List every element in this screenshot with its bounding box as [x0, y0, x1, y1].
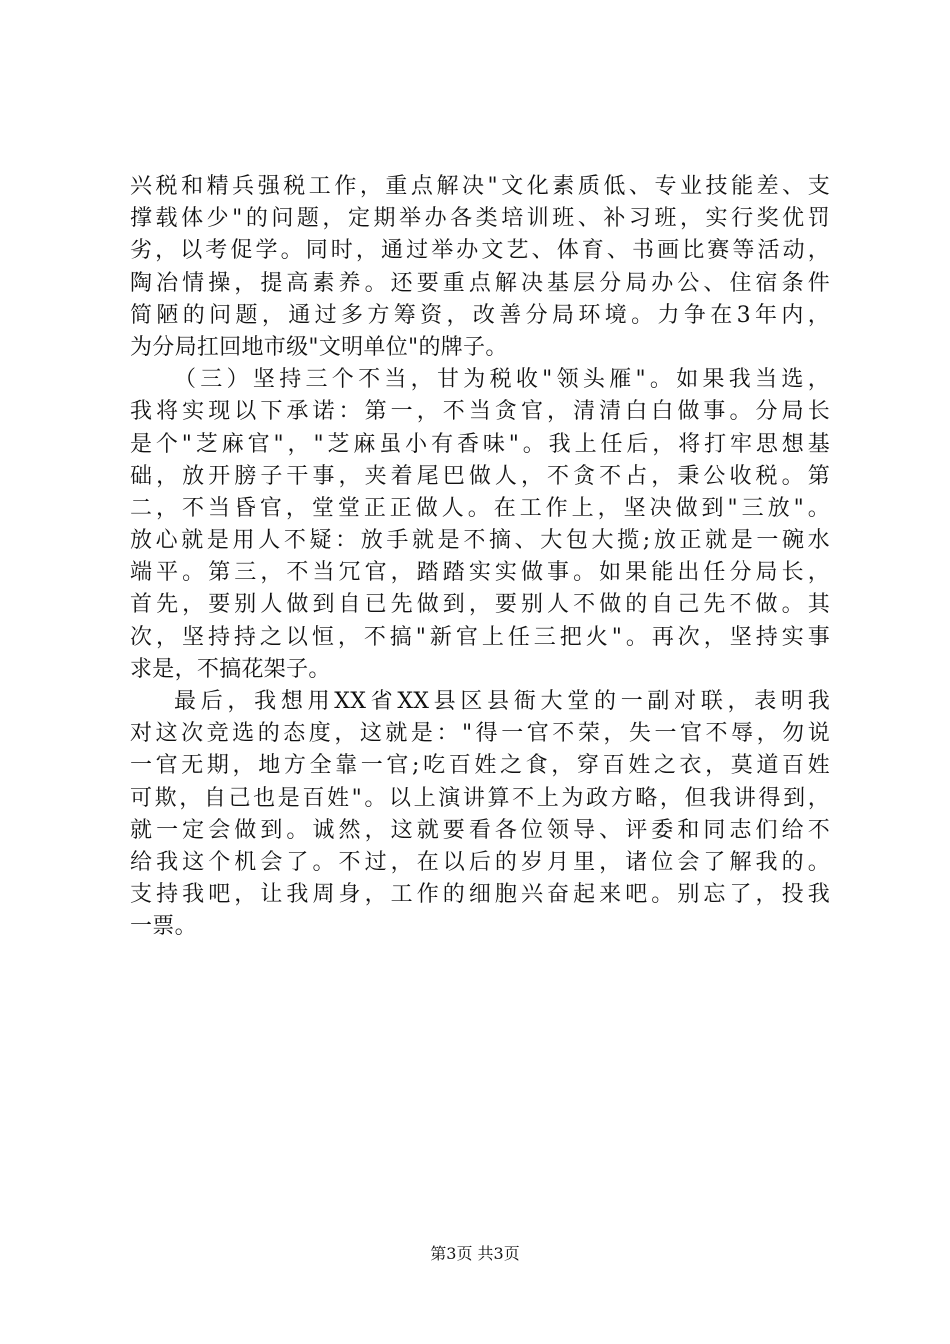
document-body: [130, 171, 830, 944]
text-line: 对这次竞选的态度，这就是："得一官不荣，失一官不辱，勿说: [130, 721, 830, 747]
text-line: 给我这个机会了。不过，在以后的岁月里，诸位会了解我的。: [130, 849, 830, 875]
text-line: 就一定会做到。诚然，这就要看各位领导、评委和同志们给不: [130, 817, 830, 843]
text-line: 简陋的问题，通过多方筹资，改善分局环境。力争在3年内，: [130, 302, 830, 328]
text-line: 陶冶情操，提高素养。还要重点解决基层分局办公、住宿条件: [130, 270, 830, 296]
text-line: 础，放开膀子干事，夹着尾巴做人，不贪不占，秉公收税。第: [130, 463, 830, 489]
text-line: 二，不当昏官，堂堂正正做人。在工作上，坚决做到"三放"。: [130, 495, 830, 521]
text-line: 首先，要别人做到自已先做到，要别人不做的自己先不做。其: [130, 592, 830, 618]
text-line: 是个"芝麻官"，"芝麻虽小有香味"。我上任后，将打牢思想基: [130, 431, 830, 457]
paragraph-start-line: 最后，我想用XX省XX县区县衙大堂的一副对联，表明我: [174, 689, 830, 714]
page-number-label: 第3页 共3页: [430, 1244, 520, 1263]
text-line: 次，坚持持之以恒，不搞"新官上任三把火"。再次，坚持实事: [130, 624, 830, 650]
paragraph-start-line: （三）坚持三个不当，甘为税收"领头雁"。如果我当选，: [174, 367, 830, 393]
text-line: 可欺，自己也是百姓"。以上演讲算不上为政方略，但我讲得到，: [130, 785, 830, 811]
text-line: 为分局扛回地市级"文明单位"的牌子。: [130, 334, 508, 360]
text-line: 一票。: [130, 914, 197, 940]
text-line: 支持我吧，让我周身，工作的细胞兴奋起来吧。别忘了，投我: [130, 882, 830, 908]
text-line: 撑载体少"的问题，定期举办各类培训班、补习班，实行奖优罚: [130, 206, 830, 232]
text-line: 我将实现以下承诺：第一，不当贪官，清清白白做事。分局长: [130, 399, 830, 425]
text-line: 端平。第三，不当冗官，踏踏实实做事。如果能出任分局长，: [130, 560, 830, 586]
text-line: 劣，以考促学。同时，通过举办文艺、体育、书画比赛等活动，: [130, 238, 830, 264]
text-line: 放心就是用人不疑：放手就是不摘、大包大揽;放正就是一碗水: [130, 528, 830, 554]
text-line: 兴税和精兵强税工作，重点解决"文化素质低、专业技能差、支: [130, 174, 830, 199]
page-footer: [0, 1244, 950, 1264]
text-line: 求是，不搞花架子。: [130, 656, 331, 682]
text-line: 一官无期，地方全靠一官;吃百姓之食，穿百姓之衣，莫道百姓: [130, 753, 830, 779]
